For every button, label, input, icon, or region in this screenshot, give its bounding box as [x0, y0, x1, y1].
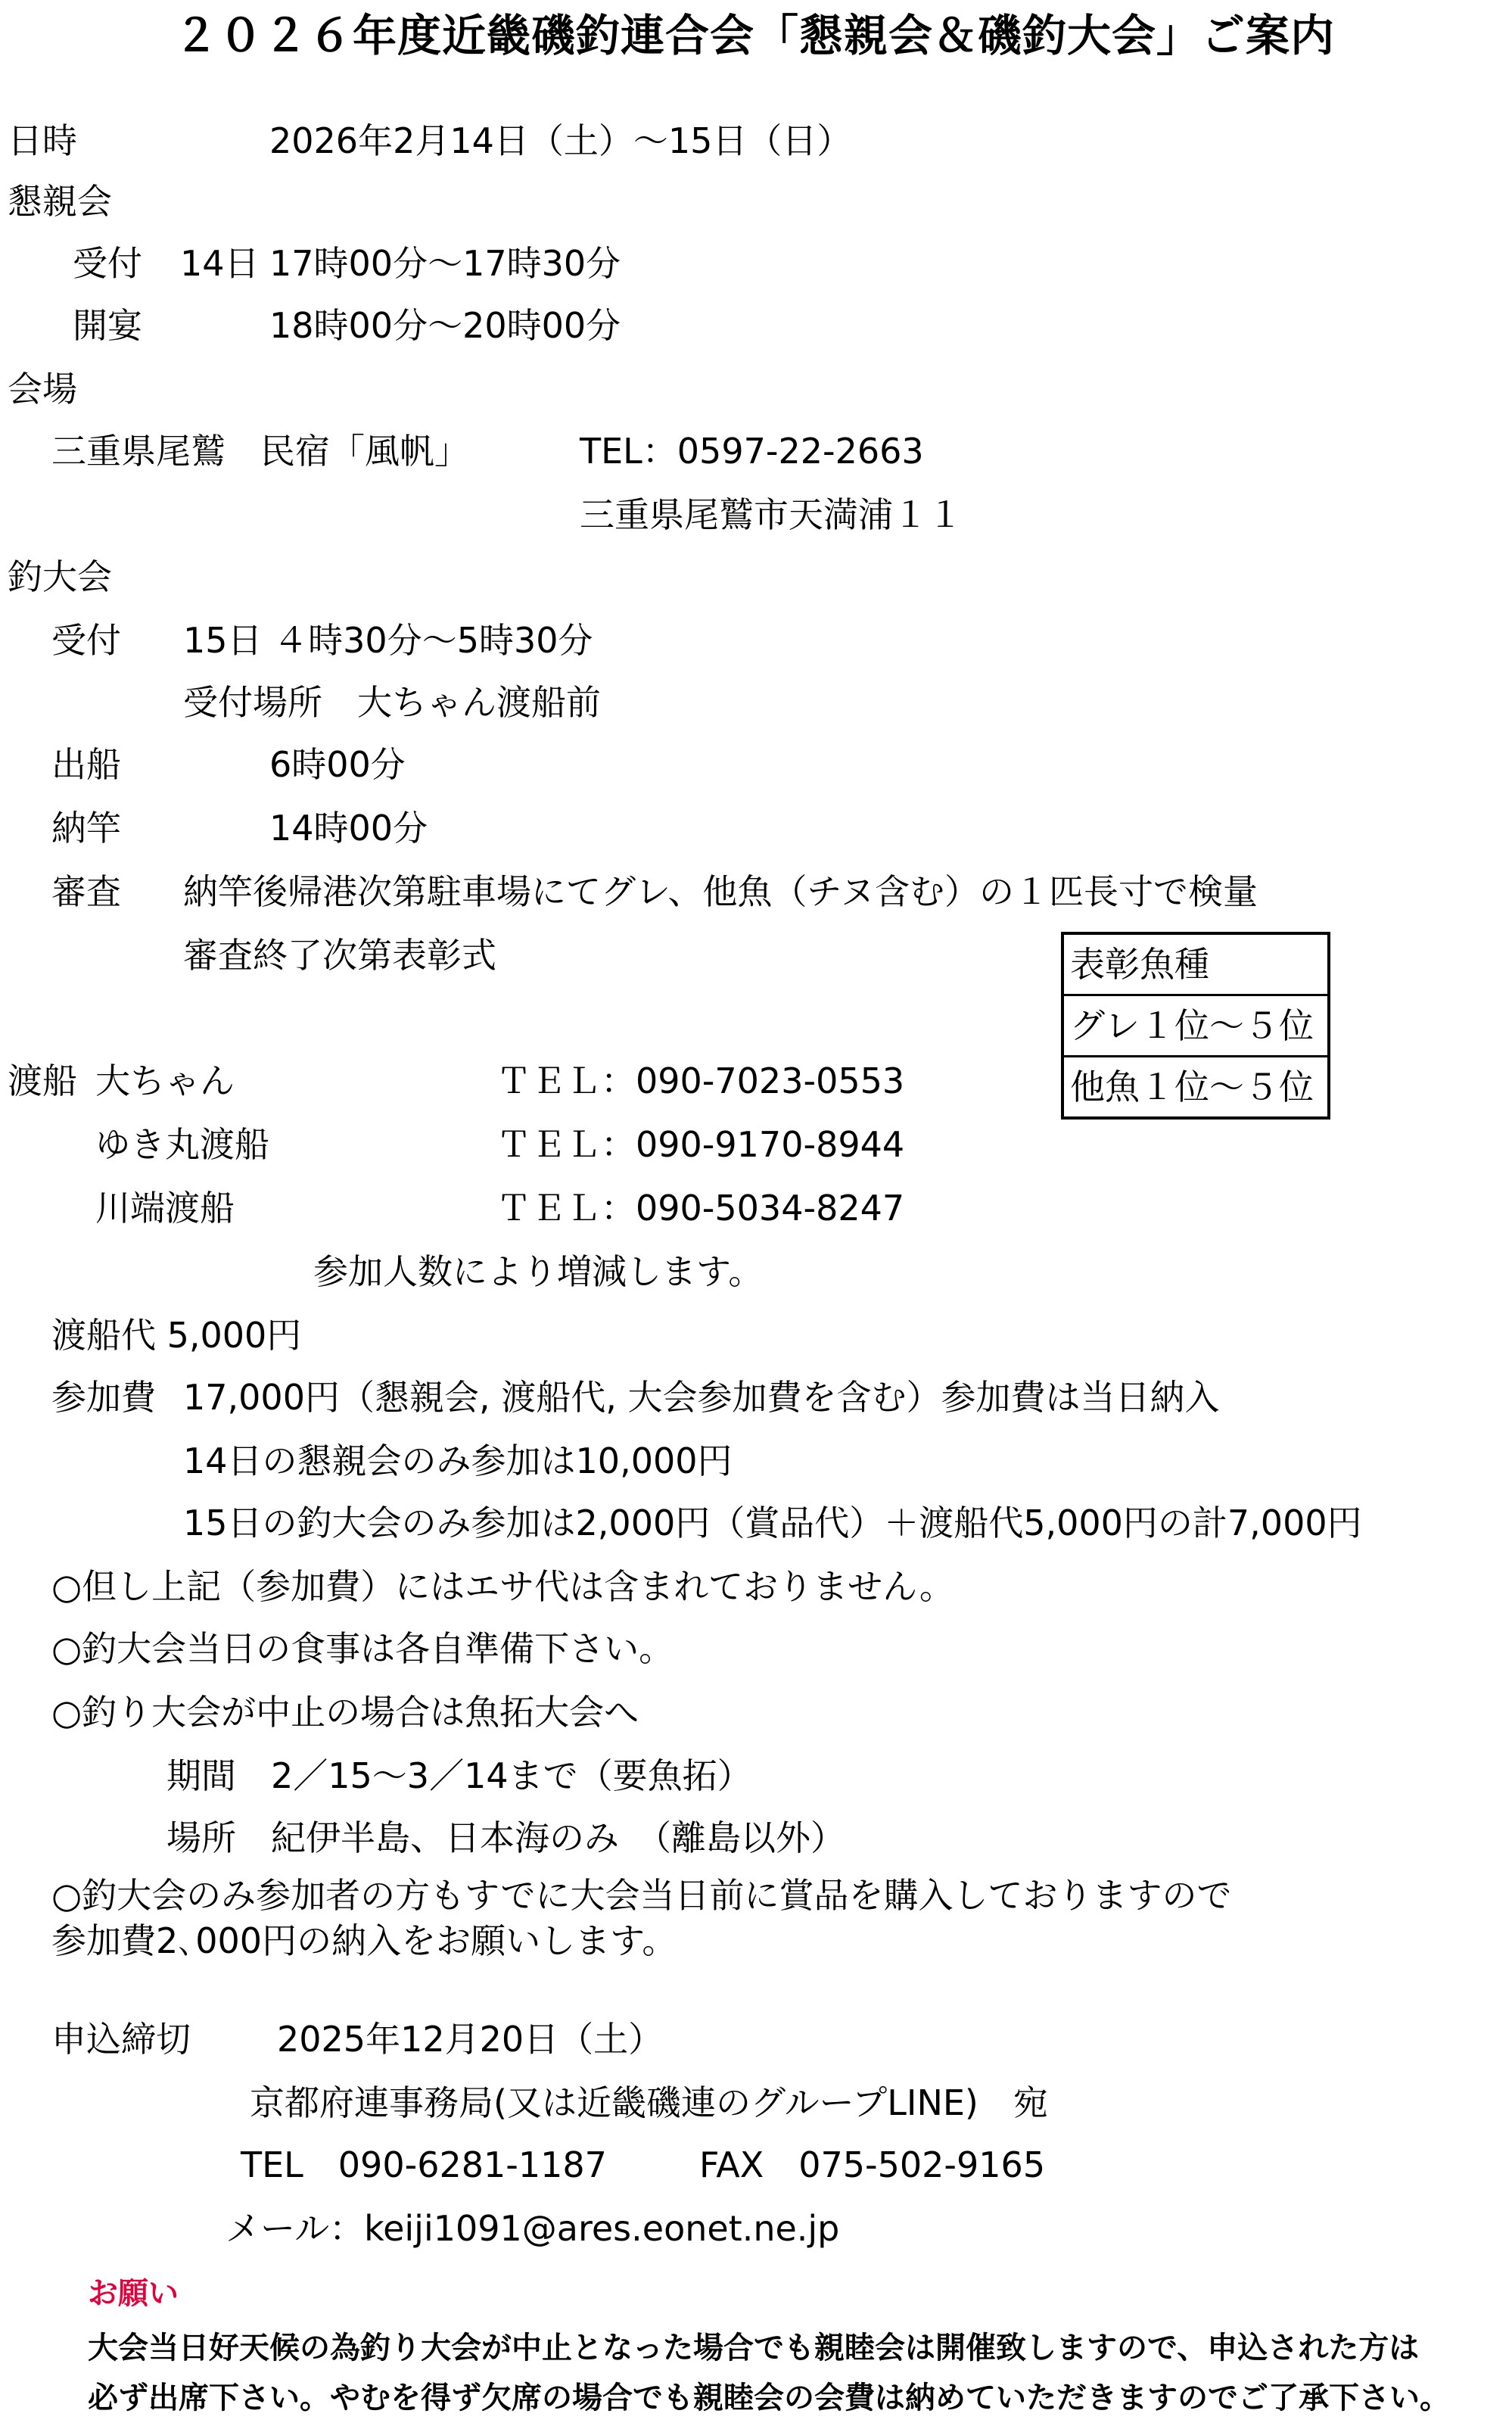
venue-tel: TEL：0597-22-2663 [580, 431, 924, 472]
finish-label: 納竿 [51, 808, 121, 849]
notice-prize-line1: ○釣大会のみ参加者の方もすでに大会当日前に賞品を購入しておりますので [51, 1875, 1232, 1916]
venue-address: 三重県尾鷲市天満浦１１ [580, 494, 963, 535]
notice-bait: ○但し上記（参加費）にはエサ代は含まれておりません。 [51, 1566, 954, 1607]
ferry-name: ゆき丸渡船 [95, 1124, 269, 1165]
table-row [1062, 1057, 1329, 1119]
judging-text: 納竿後帰港次第駐車場にてグレ、他魚（チヌ含む）の１匹長寸で検量 [183, 871, 1258, 912]
deadline-label: 申込締切 [51, 2019, 191, 2060]
finish-time: 14時00分 [269, 808, 428, 849]
ferry-label: 渡船 [8, 1060, 77, 1101]
venue-place: 三重県尾鷲 民宿「風帆」 [51, 431, 469, 472]
tournament-reception-value: 15日 ４時30分～5時30分 [183, 620, 593, 661]
award-table-header: 表彰魚種 [1062, 933, 1329, 995]
application-office: 京都府連事務局(又は近畿磯連のグループLINE) 宛 [250, 2082, 1048, 2123]
request-line1: 大会当日好天候の為釣り大会が中止となった場合でも親睦会は開催致しますので、申込された方は [88, 2331, 1420, 2365]
notice-meals: ○釣大会当日の食事は各自準備下さい。 [51, 1628, 674, 1669]
ceremony-text: 審査終了次第表彰式 [183, 935, 496, 976]
konshinkai-banquet-time: 18時00分～20時00分 [269, 305, 621, 346]
ferry-note: 参加人数により増減します。 [313, 1251, 764, 1292]
participation-label: 参加費 [51, 1377, 156, 1418]
departure-time: 6時00分 [269, 744, 406, 785]
table-row [1062, 995, 1329, 1057]
notice-cancel: ○釣り大会が中止の場合は魚拓大会へ [51, 1692, 639, 1733]
date-value: 2026年2月14日（土）～15日（日） [269, 120, 852, 161]
notice-area: 場所 紀伊半島、日本海のみ （離島以外） [166, 1817, 845, 1858]
date-label: 日時 [8, 120, 77, 161]
ferry-name: 大ちゃん [95, 1060, 235, 1101]
award-fish-table [1061, 932, 1330, 1120]
departure-label: 出船 [51, 744, 121, 785]
participation-value: 17,000円（懇親会, 渡船代, 大会参加費を含む）参加費は当日納入 [183, 1377, 1220, 1418]
tournament-reception-label: 受付 [51, 620, 121, 661]
table-row [1062, 933, 1329, 995]
tournament-reception-place: 受付場所 大ちゃん渡船前 [183, 682, 601, 723]
konshinkai-label: 懇親会 [8, 181, 112, 222]
konshinkai-reception-day: 14日 [180, 243, 260, 284]
tournament-only-fee: 15日の釣大会のみ参加は2,000円（賞品代）＋渡船代5,000円の計7,000円 [183, 1503, 1362, 1543]
page-title: ２０２６年度近畿磯釣連合会「懇親会＆磯釣大会」ご案内 [174, 10, 1336, 61]
request-heading: お願い [88, 2276, 179, 2311]
request-line2: 必ず出席下さい。やむを得ず欠席の場合でも親睦会の会費は納めていただきますのでご了承下さい。 [88, 2381, 1450, 2415]
application-fax: FAX 075-502-9165 [699, 2144, 1046, 2185]
notice-prize-line2: 参加費2､000円の納入をお願いします。 [51, 1920, 677, 1961]
ferry-name: 川端渡船 [95, 1188, 235, 1229]
deadline-value: 2025年12月20日（土） [277, 2019, 664, 2060]
konshinkai-reception-time: 17時00分～17時30分 [269, 243, 621, 284]
ferry-tel: ＴＥＬ：090-7023-0553 [496, 1060, 905, 1101]
award-gure: グレ１位～５位 [1062, 995, 1329, 1057]
application-tel: TEL 090-6281-1187 [241, 2144, 607, 2185]
award-other-fish: 他魚１位～５位 [1062, 1057, 1329, 1119]
konshinkai-reception-label: 受付 [73, 243, 142, 284]
konshinkai-only-fee: 14日の懇親会のみ参加は10,000円 [183, 1440, 733, 1481]
tournament-label: 釣大会 [8, 556, 112, 597]
ferry-tel: ＴＥＬ：090-9170-8944 [496, 1124, 905, 1165]
ferry-tel: ＴＥＬ：090-5034-8247 [496, 1188, 905, 1229]
konshinkai-banquet-label: 開宴 [73, 305, 142, 346]
notice-period: 期間 2／15～3／14まで（要魚拓） [166, 1755, 752, 1796]
ferry-fee: 渡船代 5,000円 [51, 1315, 302, 1356]
judging-label: 審査 [51, 871, 121, 912]
application-mail: メール：keiji1091@ares.eonet.ne.jp [226, 2208, 840, 2249]
venue-label: 会場 [8, 369, 77, 410]
